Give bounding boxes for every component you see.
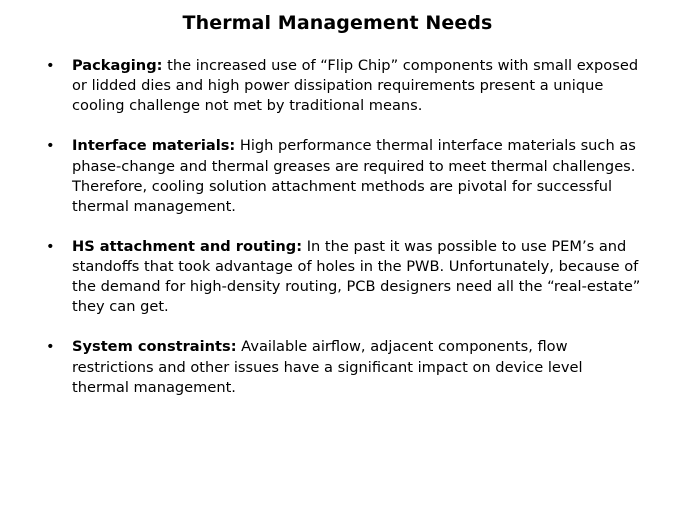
list-item-text: the increased use of “Flip Chip” components with small exposed or lidded dies and high power dissipation requirements present a unique cooling challenge not met by traditional means. — [72, 57, 639, 115]
list-item-lead: System constraints: — [72, 338, 237, 356]
list-item — [42, 136, 641, 217]
page-title: Thermal Management Needs — [182, 12, 493, 34]
bullet-marker-icon: • — [46, 137, 55, 155]
list-item — [42, 237, 641, 318]
list-item-lead: HS attachment and routing: — [72, 237, 303, 255]
list-item-text: Available airflow, adjacent components, flow restrictions and other issues have a significant impact on device level thermal management. — [72, 338, 583, 396]
list-item-lead: Interface materials: — [72, 137, 236, 155]
bullet-marker-icon: • — [46, 237, 55, 255]
slide — [0, 12, 675, 518]
bullet-marker-icon: • — [46, 338, 55, 356]
list-item-text: High performance thermal interface materials such as phase-change and thermal greases are required to meet thermal challenges. Therefore, cooling solution attachment methods are pivotal for successful thermal management. — [72, 137, 636, 215]
list-item-text: In the past it was possible to use PEM’s and standoffs that took advantage of holes in the PWB. Unfortunately, because of the demand for high-density routing, PCB designers need all the “real-estate” they can get. — [72, 237, 641, 316]
list-item-lead: Packaging: — [72, 57, 163, 74]
bullet-list — [0, 56, 675, 398]
list-item — [42, 56, 641, 116]
bullet-marker-icon: • — [46, 57, 55, 74]
list-item — [42, 337, 641, 397]
